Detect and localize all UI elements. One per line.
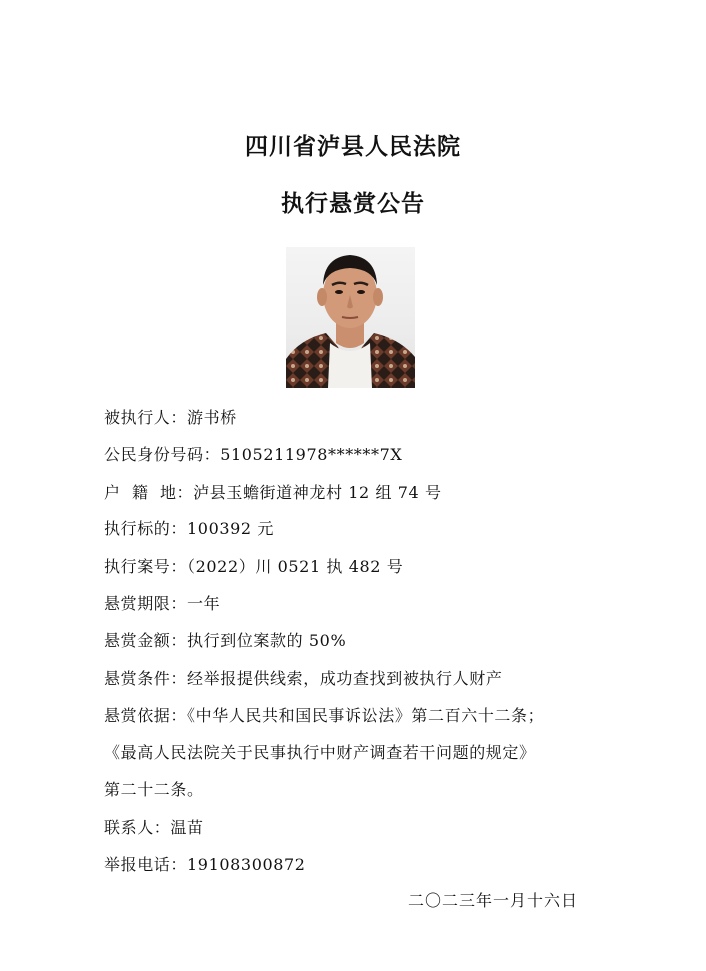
basis-value-line2: 《最高人民法院关于民事执行中财产调查若干问题的规定》 bbox=[104, 743, 536, 762]
notice-date: 二〇二三年一月十六日 bbox=[408, 891, 579, 910]
contact-label: 联系人： bbox=[104, 818, 171, 837]
court-title: 四川省泸县人民法院 bbox=[245, 133, 461, 160]
amount-label: 执行标的： bbox=[104, 519, 188, 538]
notice-title: 执行悬赏公告 bbox=[281, 190, 425, 217]
basis-value-line1: 《中华人民共和国民事诉讼法》第二百六十二条； bbox=[187, 706, 545, 725]
basis-continuation-1 bbox=[104, 740, 536, 763]
phone-value: 19108300872 bbox=[187, 855, 306, 874]
field-id bbox=[104, 442, 402, 465]
address-label: 户 籍 地： bbox=[104, 483, 194, 502]
field-phone bbox=[104, 852, 306, 875]
case-label: 执行案号： bbox=[104, 557, 188, 576]
phone-label: 举报电话： bbox=[104, 855, 188, 874]
field-address bbox=[104, 480, 442, 503]
basis-label: 悬赏依据： bbox=[104, 706, 188, 725]
field-reward bbox=[104, 628, 346, 651]
id-value: 5105211978******7X bbox=[220, 445, 403, 464]
period-label: 悬赏期限： bbox=[104, 594, 188, 613]
person-photo bbox=[286, 247, 415, 388]
address-value: 泸县玉蟾街道神龙村 12 组 74 号 bbox=[193, 483, 442, 502]
basis-value-line3: 第二十二条。 bbox=[104, 780, 204, 799]
field-condition bbox=[104, 666, 502, 689]
field-amount bbox=[104, 516, 274, 539]
contact-value: 温苗 bbox=[170, 818, 204, 837]
field-contact bbox=[104, 815, 204, 838]
field-name bbox=[104, 405, 237, 428]
period-value: 一年 bbox=[187, 594, 221, 613]
condition-value: 经举报提供线索，成功查找到被执行人财产 bbox=[187, 669, 503, 688]
reward-value: 执行到位案款的 50% bbox=[187, 631, 347, 650]
field-period bbox=[104, 591, 220, 614]
name-value: 游书桥 bbox=[187, 408, 237, 427]
basis-continuation-2 bbox=[104, 777, 204, 800]
amount-value: 100392 元 bbox=[187, 519, 274, 538]
field-basis bbox=[104, 703, 544, 726]
reward-label: 悬赏金额： bbox=[104, 631, 188, 650]
case-value: （2022）川 0521 执 482 号 bbox=[187, 557, 404, 576]
name-label: 被执行人： bbox=[104, 408, 188, 427]
id-label: 公民身份号码： bbox=[104, 445, 221, 464]
condition-label: 悬赏条件： bbox=[104, 669, 188, 688]
field-case-number bbox=[104, 554, 403, 577]
